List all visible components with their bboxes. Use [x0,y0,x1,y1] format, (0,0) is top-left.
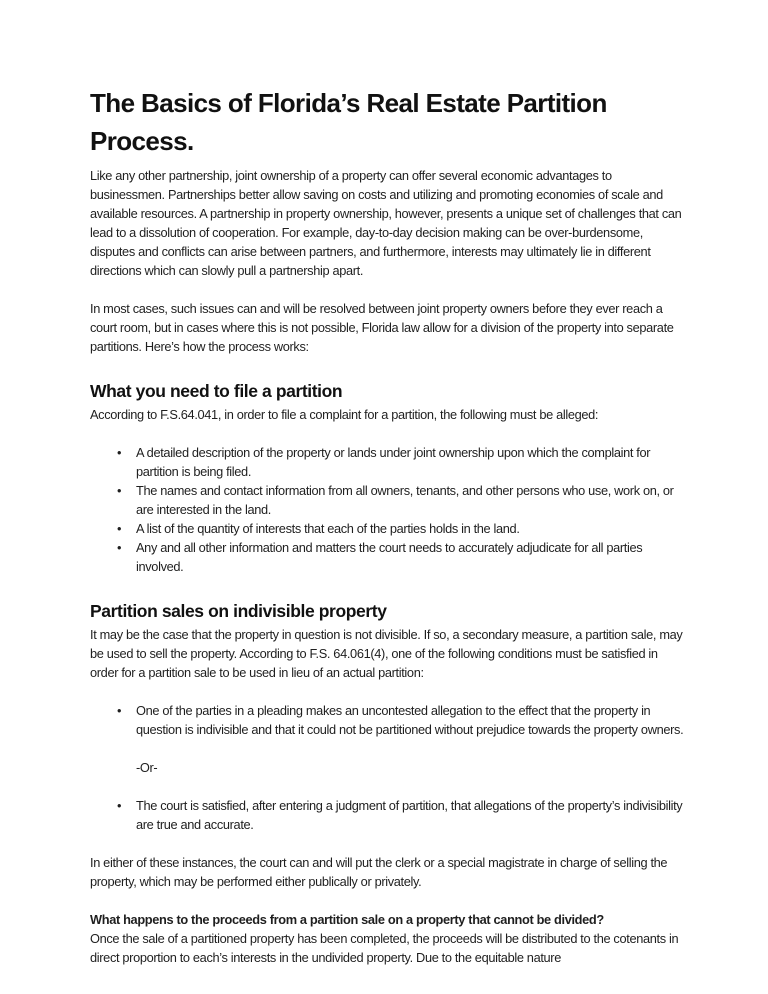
sales-condition-list-1 [90,701,688,739]
bullet-item-names-contact: • The names and contact information from all owners, tenants, and other persons who use, work on, or are interested in the land. [136,481,688,519]
section-heading-partition-sales: Partition sales on indivisible property [90,601,387,621]
document-title-line-1: The Basics of Florida’s Real Estate Partition [90,88,607,118]
proceeds-section-body: Once the sale of a partitioned property has been completed, the proceeds will be distributed to the cotenants in direct proportion to each’s interests in the undivided property. Due to the equitable nature [90,931,679,965]
bullet-item-interest-list: • A list of the quantity of interests that each of the parties holds in the land. [136,519,688,538]
sales-section-closing: In either of these instances, the court can and will put the clerk or a special magistrate in charge of selling the property, which may be performed either publically or privately. [90,855,668,889]
bullet-item-uncontested-allegation: • One of the parties in a pleading makes an uncontested allegation to the effect that the property in question is indivisible and that it could not be partitioned without prejudice towards the property owners. [136,701,688,739]
file-section-lead: According to F.S.64.041, in order to file a complaint for a partition, the following must be alleged: [90,407,599,422]
bullet-item-court-satisfied: • The court is satisfied, after entering a judgment of partition, that allegations of the property’s indivisibility are true and accurate. [136,796,688,834]
section-heading-file-partition: What you need to file a partition [90,381,343,401]
bullet-item-other-information: • Any and all other information and matters the court needs to accurately adjudicate for all parties involved. [136,538,688,576]
document-title [90,84,688,160]
sales-section-lead: It may be the case that the property in question is not divisible. If so, a secondary measure, a partition sale, may be used to sell the property. According to F.S. 64.061(4), one of the following conditions must be satisfied in order for a partition sale to be used in lieu of an actual partition: [90,627,683,680]
or-separator: -Or- [136,760,158,775]
document-title-line-2: Process. [90,126,194,156]
bullet-item-property-description: • A detailed description of the property or lands under joint ownership upon which the complaint for partition is being filed. [136,443,688,481]
file-requirements-list [90,443,688,576]
intro-paragraph-1: Like any other partnership, joint ownership of a property can offer several economic advantages to businessmen. Partnerships better allow saving on costs and utilizing and promoting economies of scale and available resources. A partnership in property ownership, however, presents a unique set of challenges that can lead to a dissolution of cooperation. For example, day-to-day decision making can be over-burdensome, disputes and conflicts can arise between partners, and furthermore, interests may ultimately lie in different directions which can slowly pull a partnership apart. [90,168,682,278]
proceeds-question-heading: What happens to the proceeds from a partition sale on a property that cannot be divided? [90,912,604,927]
sales-condition-list-2 [90,796,688,834]
intro-paragraph-2: In most cases, such issues can and will be resolved between joint property owners before they ever reach a court room, but in cases where this is not possible, Florida law allow for a division of the property into separate partitions. Here’s how the process works: [90,301,674,354]
